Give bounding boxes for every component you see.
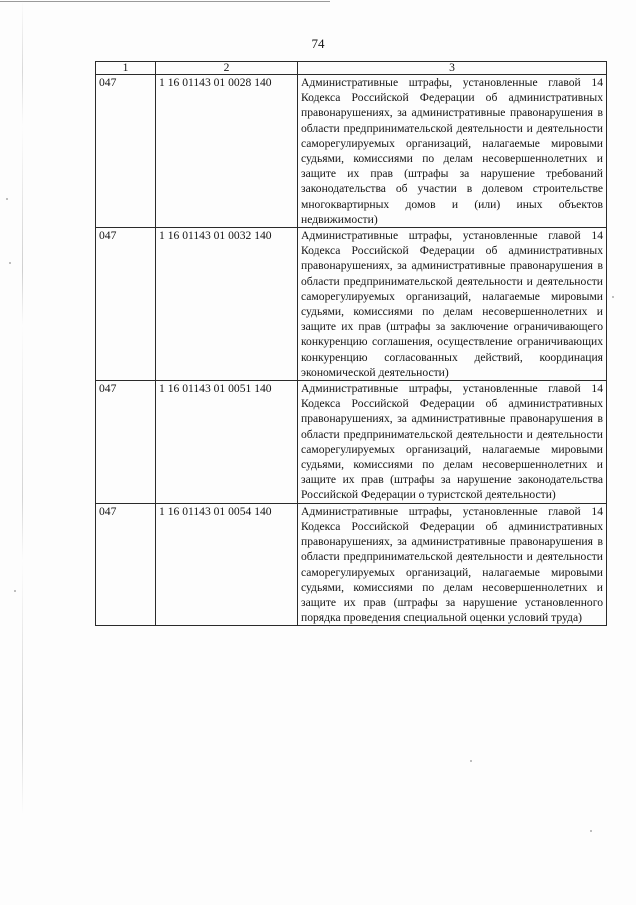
kbk-code-cell: 1 16 01143 01 0028 140 bbox=[156, 75, 298, 228]
scan-speckle bbox=[470, 760, 472, 762]
table-header-cell: 1 bbox=[96, 62, 156, 75]
scan-artifact-line bbox=[0, 1, 330, 2]
scan-speckle bbox=[14, 590, 16, 592]
table-header-cell: 3 bbox=[298, 62, 607, 75]
description-cell: Административные штрафы, установленные главой 14 Кодекса Российской Федерации об административных правонарушениях, за административные правонарушения в области предпринимательской деятельности и деятельности саморегулируемых организаций, налагаемые мировыми судьями, комиссиями по делам несовершеннолетних и защите их прав (штрафы за заключение ограничивающего конкуренцию соглашения, осуществление ограничивающих конкуренцию согласованных действий, координация экономической деятельности) bbox=[298, 228, 607, 381]
scan-speckle bbox=[9, 262, 11, 264]
admin-code-cell: 047 bbox=[96, 75, 156, 228]
description-cell: Административные штрафы, установленные главой 14 Кодекса Российской Федерации об административных правонарушениях, за административные правонарушения в области предпринимательской деятельности и деятельности саморегулируемых организаций, налагаемые мировыми судьями, комиссиями по делам несовершеннолетних и защите их прав (штрафы за нарушение установленного порядка проведения специальной оценки условий труда) bbox=[298, 503, 607, 626]
scan-artifact-edge bbox=[22, 0, 23, 905]
admin-code-cell: 047 bbox=[96, 228, 156, 381]
scan-speckle bbox=[612, 296, 614, 298]
admin-code-cell: 047 bbox=[96, 381, 156, 504]
description-cell: Административные штрафы, установленные главой 14 Кодекса Российской Федерации об административных правонарушениях, за административные правонарушения в области предпринимательской деятельности и деятельности саморегулируемых организаций, налагаемые мировыми судьями, комиссиями по делам несовершеннолетних и защите их прав (штрафы за нарушение требований законодательства об участии в долевом строительстве многоквартирных домов и (или) иных объектов недвижимости) bbox=[298, 75, 607, 228]
fines-table bbox=[95, 61, 607, 626]
kbk-code-cell: 1 16 01143 01 0032 140 bbox=[156, 228, 298, 381]
table-row bbox=[96, 381, 607, 504]
table-header-cell: 2 bbox=[156, 62, 298, 75]
admin-code-cell: 047 bbox=[96, 503, 156, 626]
kbk-code-cell: 1 16 01143 01 0051 140 bbox=[156, 381, 298, 504]
table-row bbox=[96, 75, 607, 228]
kbk-code-cell: 1 16 01143 01 0054 140 bbox=[156, 503, 298, 626]
table-row bbox=[96, 503, 607, 626]
page-number: 74 bbox=[311, 36, 325, 51]
table-row bbox=[96, 228, 607, 381]
scan-speckle bbox=[590, 830, 592, 832]
description-cell: Административные штрафы, установленные главой 14 Кодекса Российской Федерации об административных правонарушениях, за административные правонарушения в области предпринимательской деятельности и деятельности саморегулируемых организаций, налагаемые мировыми судьями, комиссиями по делам несовершеннолетних и защите их прав (штрафы за нарушение законодательства Российской Федерации о туристской деятельности) bbox=[298, 381, 607, 504]
scan-speckle bbox=[6, 198, 8, 200]
table-header-row bbox=[96, 62, 607, 75]
